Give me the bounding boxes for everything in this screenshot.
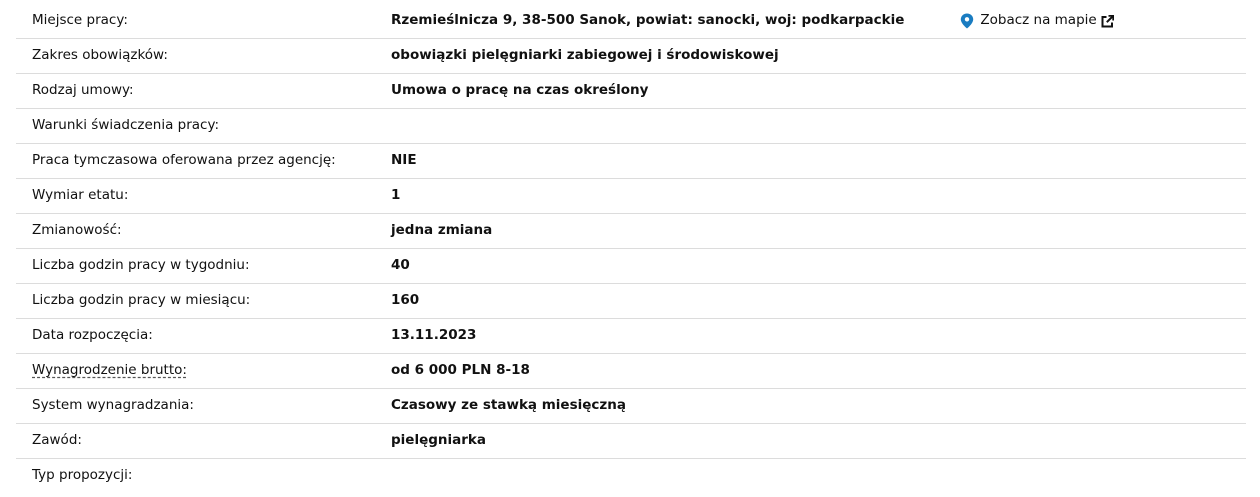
row-label: Zakres obowiązków: xyxy=(32,47,168,64)
show-on-map-link[interactable] xyxy=(960,13,1113,29)
detail-row-temporary-agency xyxy=(16,144,1246,179)
row-label: Wymiar etatu: xyxy=(32,187,129,204)
show-on-map-label: Zobacz na mapie xyxy=(980,12,1097,29)
row-label: Liczba godzin pracy w miesiącu: xyxy=(32,292,251,309)
detail-row-occupation xyxy=(16,424,1246,459)
row-value: 13.11.2023 xyxy=(391,327,477,344)
job-details-table xyxy=(16,4,1246,493)
row-label: Data rozpoczęcia: xyxy=(32,327,153,344)
detail-row-employment-fraction xyxy=(16,179,1246,214)
row-label: System wynagradzania: xyxy=(32,397,194,414)
detail-row-contract-type xyxy=(16,74,1246,109)
detail-row-start-date xyxy=(16,319,1246,354)
row-value: jedna zmiana xyxy=(391,222,493,239)
row-value: NIE xyxy=(391,152,417,169)
row-value: Rzemieślnicza 9, 38-500 Sanok, powiat: sanocki, woj: podkarpackie xyxy=(391,12,905,29)
detail-row-gross-salary xyxy=(16,354,1246,389)
detail-row-work-conditions xyxy=(16,109,1246,144)
detail-row-workplace xyxy=(16,4,1246,39)
row-label: Praca tymczasowa oferowana przez agencję: xyxy=(32,152,336,169)
row-label: Zmianowość: xyxy=(32,222,122,239)
row-label: Warunki świadczenia pracy: xyxy=(32,117,220,134)
gross-salary-tooltip-label[interactable]: Wynagrodzenie brutto: xyxy=(32,362,187,379)
detail-row-weekly-hours xyxy=(16,249,1246,284)
row-label: Typ propozycji: xyxy=(32,467,133,484)
external-link-icon xyxy=(1101,15,1114,28)
row-value: 1 xyxy=(391,187,401,204)
row-label: Zawód: xyxy=(32,432,82,449)
row-value: 160 xyxy=(391,292,420,309)
row-value: od 6 000 PLN 8-18 xyxy=(391,362,530,379)
row-value: Umowa o pracę na czas określony xyxy=(391,82,649,99)
detail-row-offer-type xyxy=(16,459,1246,493)
row-label: Liczba godzin pracy w tygodniu: xyxy=(32,257,250,274)
row-value: Czasowy ze stawką miesięczną xyxy=(391,397,626,414)
row-value: obowiązki pielęgniarki zabiegowej i środowiskowej xyxy=(391,47,779,64)
detail-row-monthly-hours xyxy=(16,284,1246,319)
detail-row-shifts xyxy=(16,214,1246,249)
row-value: 40 xyxy=(391,257,410,274)
map-pin-icon xyxy=(960,13,974,29)
detail-row-pay-system xyxy=(16,389,1246,424)
row-value: pielęgniarka xyxy=(391,432,486,449)
detail-row-duties xyxy=(16,39,1246,74)
row-label: Rodzaj umowy: xyxy=(32,82,134,99)
row-label: Miejsce pracy: xyxy=(32,12,128,29)
